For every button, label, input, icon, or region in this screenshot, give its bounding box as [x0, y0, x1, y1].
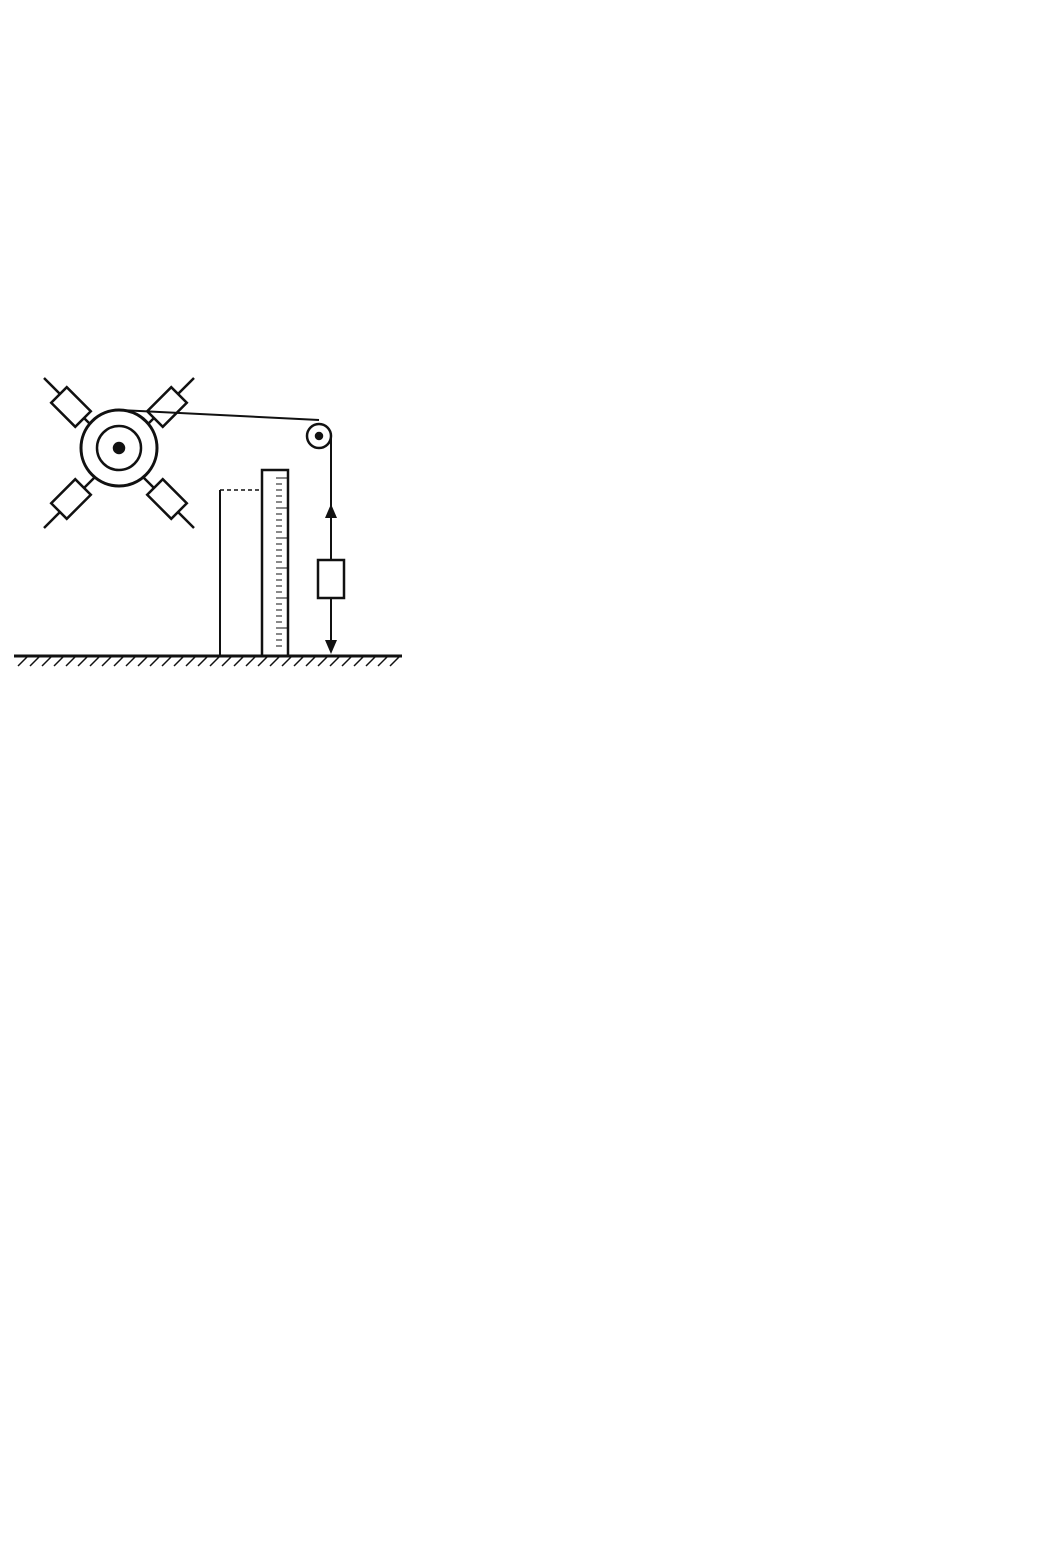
equation-number-10 [976, 1448, 1026, 1478]
cylinder-top-right [147, 387, 187, 427]
cylinder-bottom-left [51, 479, 91, 519]
equipment-paragraph [26, 256, 1030, 318]
cylinder-top-left [51, 387, 91, 427]
oberbeck-pendulum-diagram [14, 360, 402, 700]
page-title [60, 28, 1000, 92]
goal-paragraph [26, 140, 1030, 233]
page-number [500, 1512, 560, 1538]
thread-horizontal [119, 410, 319, 420]
method-section-heading [240, 1156, 820, 1186]
setup-section-heading [500, 354, 930, 384]
figure-1 [14, 360, 402, 700]
cylinder-bottom-right [147, 479, 187, 519]
equation-number-9 [976, 1322, 1026, 1352]
axis-point [114, 443, 124, 453]
load-box [318, 560, 344, 598]
figure-caption [150, 672, 260, 700]
